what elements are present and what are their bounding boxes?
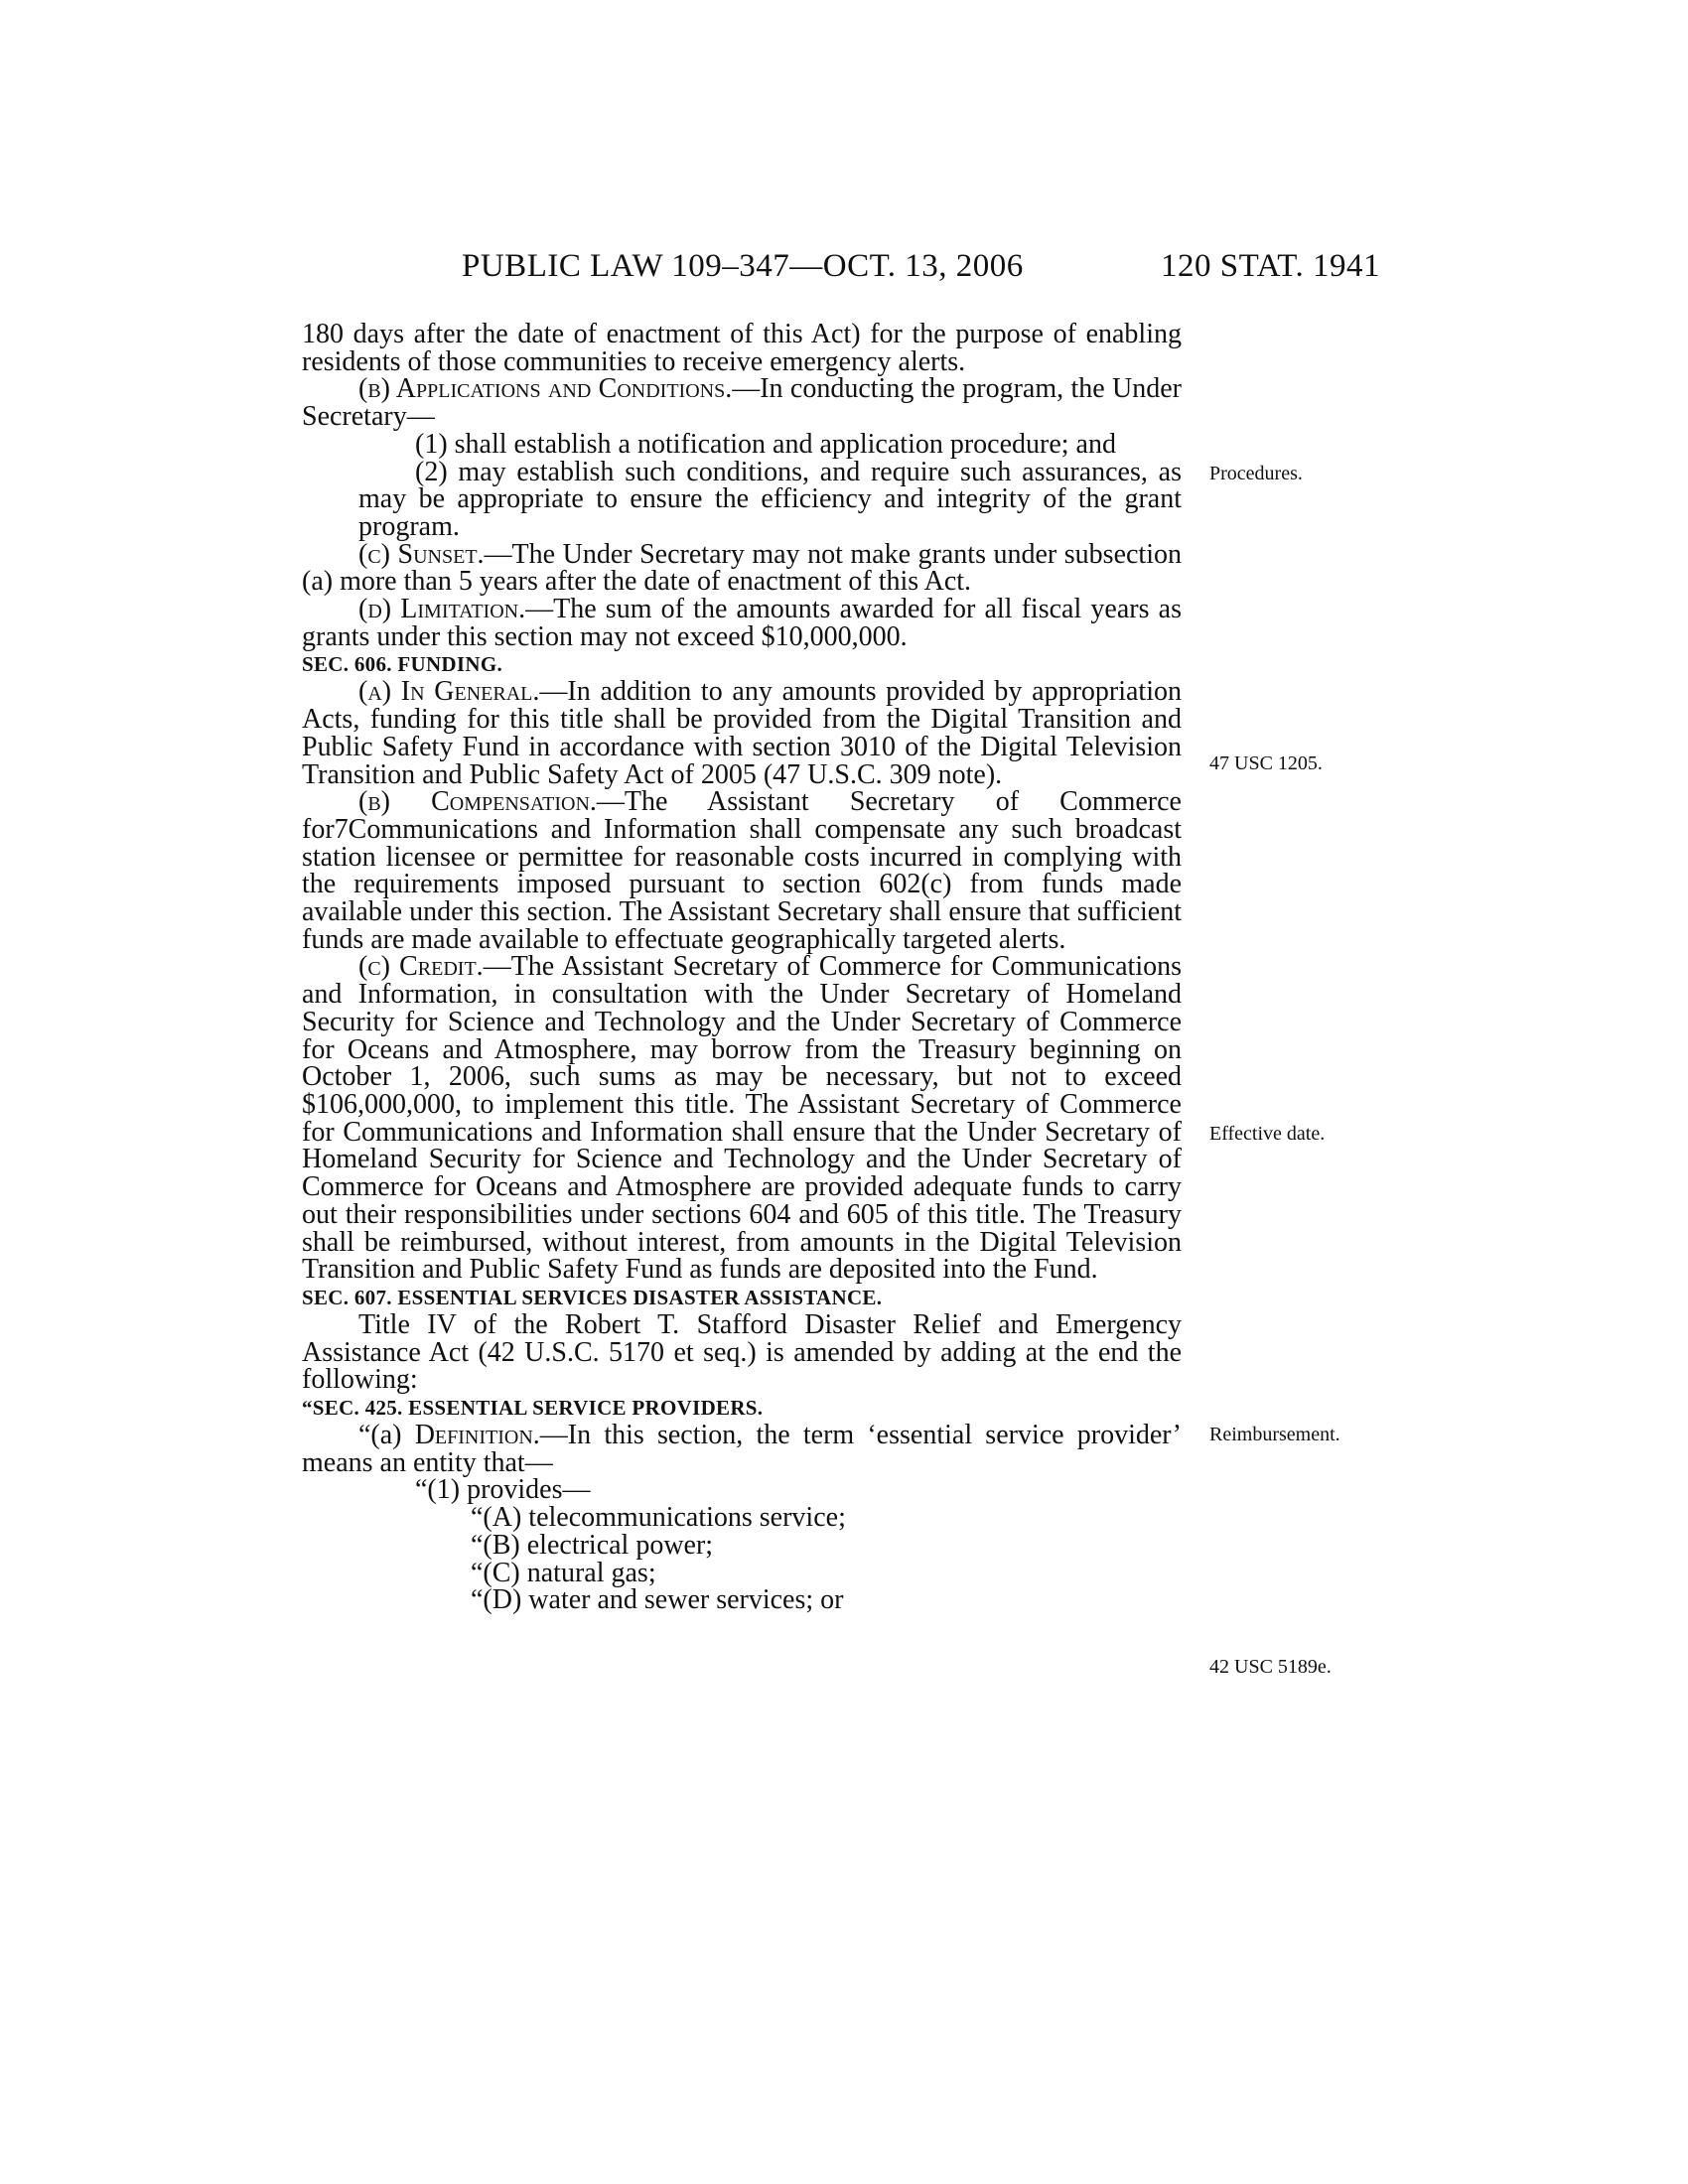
law-title: PUBLIC LAW 109–347—OCT. 13, 2006: [462, 248, 1024, 284]
section-606-a: [302, 678, 1182, 788]
margin-note-effective-date: Effective date.: [1209, 1123, 1326, 1145]
statute-page-number: 120 STAT. 1941: [1160, 248, 1380, 284]
document-body: [302, 321, 1182, 1614]
subsection-text: —The Assistant Secretary of Commerce for7Communications and Information shall compensate any such broadcast station licensee or permittee for reasonable costs incurred in complying with the requirements imposed pursuant to section 602(c) from funds made available under this section. The Assistant Secretary shall ensure that sufficient funds are made available to effectuate geographically targeted alerts.: [302, 786, 1182, 955]
section-607-text: Title IV of the Robert T. Stafford Disaster Relief and Emergency Assistance Act (42 U.S.C. 5170 et seq.) is amended by adding at the end the following:: [302, 1308, 1182, 1396]
subsection-heading: (c) Credit.: [358, 951, 484, 983]
subsection-heading: (a) In General.: [358, 676, 540, 708]
section-425-a: [302, 1422, 1182, 1476]
subsection-text: —In addition to any amounts provided by appropriation Acts, funding for this title shall be provided from the Digital Transition and Public Safety Fund in accordance with section 3010 of the Digital Television Transition and Public Safety Act of 2005 (47 U.S.C. 309 note).: [302, 676, 1182, 790]
subparagraph-B: “(B) electrical power;: [471, 1529, 714, 1561]
section-607-heading: SEC. 607. ESSENTIAL SERVICES DISASTER ASSISTANCE.: [302, 1285, 883, 1309]
subsection-text: —In conducting the program, the Under Secretary—: [302, 373, 1183, 433]
section-606-heading: SEC. 606. FUNDING.: [302, 652, 502, 677]
margin-note-usc-1205: 47 USC 1205.: [1209, 752, 1323, 774]
subparagraph-D: “(D) water and sewer services; or: [471, 1584, 844, 1616]
quote-prefix: “(a): [358, 1420, 415, 1451]
subsection-text: —The Under Secretary may not make grants under subsection (a) more than 5 years after the date of enactment of this Act.: [302, 538, 1182, 598]
paragraph-a1: “(1) provides—: [415, 1474, 591, 1506]
subsection-text: —The Assistant Secretary of Commerce for Communications and Information, in consultation with the Under Secretary of Homeland Security for Science and Technology and the Under Secretary of Commerce for Oceans and Atmosphere, may borrow from the Treasury beginning on October 1, 2006, such sums as may be necessary, but not to exceed $106,000,000, to implement this title. The Assistant Secretary of Commerce for Communications and Information shall ensure that the Under Secretary of Homeland Security for Science and Technology and the Under Secretary of Commerce for Oceans and Atmosphere are provided adequate funds to carry out their responsibilities under sections 604 and 605 of this title. The Treasury shall be reimbursed, without interest, from amounts in the Digital Television Transition and Public Safety Fund as funds are deposited into the Fund.: [302, 951, 1183, 1286]
margin-note-reimbursement: Reimbursement.: [1209, 1424, 1340, 1445]
subsection-heading: (b) Applications and Conditions.: [358, 373, 733, 405]
margin-note-procedures: Procedures.: [1209, 463, 1303, 484]
subsection-heading: (d) Limitation.: [358, 594, 526, 625]
margin-note-usc-5189e: 42 USC 5189e.: [1209, 1656, 1332, 1678]
section-425-heading: “SEC. 425. ESSENTIAL SERVICE PROVIDERS.: [302, 1396, 764, 1421]
subparagraph-A: “(A) telecommunications service;: [471, 1502, 846, 1534]
subsection-heading: Definition.: [414, 1420, 540, 1451]
subsection-heading: (c) Sunset.: [358, 538, 485, 570]
subparagraph-C: “(C) natural gas;: [471, 1557, 656, 1588]
subsection-b: [302, 373, 1183, 433]
subsection-heading: (b) Compensation.: [358, 786, 597, 818]
subsection-c: [302, 538, 1182, 598]
subsection-d: [302, 596, 1182, 650]
subsection-text: —In this section, the term ‘essential service provider’ means an entity that—: [302, 1420, 1182, 1478]
paragraph-b2: (2) may establish such conditions, and require such assurances, as may be appropriate to ensure the efficiency and integrity of the grant program.: [358, 456, 1182, 542]
section-606-b: [302, 788, 1182, 953]
page-header: [298, 248, 1380, 290]
subsection-text: —The sum of the amounts awarded for all fiscal years as grants under this section may not exceed $10,000,000.: [302, 594, 1183, 652]
paragraph-continuation: 180 days after the date of enactment of this Act) for the purpose of enabling residents of those communities to receive emergency alerts.: [302, 319, 1182, 377]
section-606-c: [302, 951, 1183, 1286]
paragraph-b1: (1) shall establish a notification and application procedure; and: [415, 428, 1116, 460]
